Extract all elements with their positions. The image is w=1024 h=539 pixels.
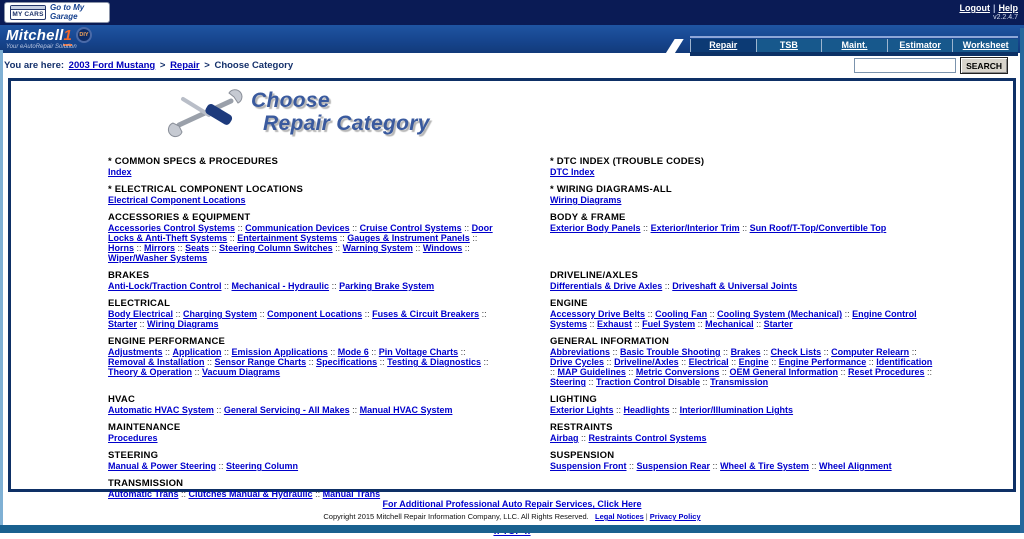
- category-cell: [550, 185, 992, 213]
- link-separator: ::: [760, 347, 771, 357]
- category-header: LIGHTING: [550, 394, 597, 405]
- link-separator: ::: [329, 281, 340, 291]
- link-separator: ::: [842, 309, 853, 319]
- link-separator: ::: [137, 319, 148, 329]
- category-link[interactable]: Entertainment Systems: [237, 233, 338, 243]
- category-link[interactable]: Basic Trouble Shooting: [620, 347, 721, 357]
- category-link[interactable]: Warning System: [342, 243, 413, 253]
- page-edge-left: [0, 50, 3, 533]
- link-separator: ::: [768, 357, 779, 367]
- category-link[interactable]: Cooling Fan: [655, 309, 708, 319]
- category-cell: [550, 299, 992, 337]
- category-links: [550, 461, 937, 471]
- top-bar: [0, 0, 1024, 25]
- category-link[interactable]: Exterior/Interior Trim: [650, 223, 740, 233]
- link-separator: ::: [209, 243, 220, 253]
- category-link[interactable]: DTC Index: [550, 167, 595, 177]
- link-separator: ::: [550, 367, 558, 377]
- category-link[interactable]: Door Locks & Anti-Theft Systems: [108, 223, 493, 243]
- category-link[interactable]: Restraints Control Systems: [588, 433, 707, 443]
- category-link[interactable]: Emission Applications: [231, 347, 328, 357]
- category-link[interactable]: Steering Column: [226, 461, 299, 471]
- link-separator: ::: [728, 357, 739, 367]
- category-cell: [108, 423, 550, 451]
- category-link[interactable]: Steering: [550, 377, 587, 387]
- link-separator: ::: [175, 243, 186, 253]
- link-separator: ::: [458, 347, 466, 357]
- category-header: * COMMON SPECS & PROCEDURES: [108, 156, 279, 167]
- category-row: [108, 271, 992, 299]
- category-link[interactable]: Mechanical - Hydraulic: [231, 281, 330, 291]
- category-links: [108, 405, 495, 415]
- category-header: * ELECTRICAL COMPONENT LOCATIONS: [108, 184, 303, 195]
- category-link[interactable]: Suspension Front: [550, 461, 627, 471]
- category-link[interactable]: Mode 6: [337, 347, 369, 357]
- category-link[interactable]: Cruise Control Systems: [359, 223, 462, 233]
- category-links: [108, 281, 495, 291]
- category-cell: [550, 271, 992, 299]
- link-separator: ::: [645, 309, 656, 319]
- link-separator: ::: [306, 357, 317, 367]
- category-links: [108, 461, 495, 471]
- link-separator: ::: [332, 243, 343, 253]
- link-separator: ::: [134, 243, 145, 253]
- category-links: [108, 433, 495, 443]
- category-link[interactable]: Reset Procedures: [847, 367, 925, 377]
- category-header: BRAKES: [108, 270, 150, 281]
- category-cell: [108, 337, 550, 395]
- link-separator: ::: [625, 367, 636, 377]
- category-cell: [108, 395, 550, 423]
- link-separator: ::: [710, 461, 721, 471]
- link-separator: ::: [678, 357, 689, 367]
- category-link[interactable]: Manual & Power Steering: [108, 461, 217, 471]
- category-link[interactable]: Engine: [738, 357, 769, 367]
- link-separator: ::: [462, 243, 470, 253]
- category-link[interactable]: Exterior Body Panels: [550, 223, 641, 233]
- link-separator: ::: [368, 347, 379, 357]
- license-plate-icon: [10, 5, 46, 20]
- link-separator: |: [992, 3, 996, 13]
- link-separator: ::: [753, 319, 764, 329]
- category-link[interactable]: Differentials & Drive Axles: [550, 281, 663, 291]
- category-link[interactable]: Accessory Drive Belts: [550, 309, 646, 319]
- category-link[interactable]: Anti-Lock/Traction Control: [108, 281, 222, 291]
- link-separator: ::: [695, 319, 706, 329]
- link-separator: ::: [707, 309, 718, 319]
- category-link[interactable]: General Servicing - All Makes: [223, 405, 350, 415]
- category-link[interactable]: Headlights: [623, 405, 670, 415]
- search-input[interactable]: [854, 58, 956, 73]
- link-separator: ::: [481, 357, 489, 367]
- category-link[interactable]: Manual HVAC System: [359, 405, 453, 415]
- my-cars-label: MY CARS: [12, 11, 44, 18]
- garage-label: Go to My Garage: [50, 3, 85, 21]
- category-header: ELECTRICAL: [108, 298, 171, 309]
- category-link[interactable]: Clutches Manual & Hydraulic: [188, 489, 313, 499]
- diy-badge-icon: DIY: [76, 27, 92, 43]
- logout-link[interactable]: Logout: [959, 3, 990, 13]
- breadcrumb-prefix: You are here:: [4, 60, 65, 71]
- category-link[interactable]: Electrical: [688, 357, 729, 367]
- tab-underbar: [690, 52, 1018, 56]
- link-separator: ::: [640, 223, 651, 233]
- tab-repair[interactable]: Repair: [690, 39, 756, 52]
- link-separator: ::: [178, 489, 189, 499]
- category-link[interactable]: Component Locations: [267, 309, 363, 319]
- category-link[interactable]: Computer Relearn: [831, 347, 910, 357]
- category-link[interactable]: Body Electrical: [108, 309, 174, 319]
- page-title: Choose Repair Category: [251, 89, 430, 135]
- category-link[interactable]: Sensor Range Charts: [214, 357, 307, 367]
- nav-tabs-wrap: [690, 36, 1018, 56]
- category-links: [550, 167, 937, 177]
- category-header: * DTC INDEX (TROUBLE CODES): [550, 156, 705, 167]
- category-link[interactable]: Mechanical: [705, 319, 754, 329]
- breadcrumb-current: Choose Category: [214, 60, 294, 71]
- link-separator: ::: [604, 357, 615, 367]
- search-button[interactable]: SEARCH: [960, 57, 1008, 74]
- crossed-tools-icon: [169, 89, 241, 135]
- category-link[interactable]: Sun Roof/T-Top/Convertible Top: [749, 223, 887, 233]
- category-link[interactable]: Electrical Component Locations: [108, 195, 246, 205]
- breadcrumb-separator: >: [157, 60, 169, 71]
- link-separator: ::: [216, 461, 227, 471]
- link-separator: ::: [257, 309, 268, 319]
- category-link[interactable]: Suspension Rear: [636, 461, 711, 471]
- breadcrumb-separator: >: [201, 60, 213, 71]
- tab-maint[interactable]: Maint.: [821, 39, 887, 52]
- category-links: [550, 223, 937, 233]
- category-cell: [108, 185, 550, 213]
- link-separator: ::: [586, 377, 597, 387]
- tab-tsb[interactable]: TSB: [756, 39, 822, 52]
- category-header: RESTRAINTS: [550, 422, 613, 433]
- category-links: [550, 281, 937, 291]
- category-link[interactable]: Wheel & Tire System: [720, 461, 809, 471]
- link-separator: ::: [924, 367, 933, 377]
- category-header: SUSPENSION: [550, 450, 615, 461]
- category-header: MAINTENANCE: [108, 422, 181, 433]
- category-cell: [550, 337, 992, 395]
- link-separator: ::: [719, 367, 730, 377]
- link-separator: ::: [412, 243, 423, 253]
- category-link[interactable]: Steering Column Switches: [219, 243, 333, 253]
- footer-separator: |: [645, 512, 648, 521]
- promo-link[interactable]: For Additional Professional Auto Repair Services, Click Here: [382, 499, 642, 509]
- category-link[interactable]: Wiring Diagrams: [550, 195, 622, 205]
- title-block: [169, 89, 1013, 143]
- category-link[interactable]: Identification: [876, 357, 933, 367]
- category-header: ENGINE: [550, 298, 588, 309]
- link-separator: ::: [662, 281, 673, 291]
- category-links: [550, 195, 937, 205]
- link-separator: ::: [192, 367, 203, 377]
- top-right-links: [959, 2, 1018, 21]
- category-link[interactable]: Communication Devices: [245, 223, 350, 233]
- category-link[interactable]: Traction Control Disable: [596, 377, 701, 387]
- category-link[interactable]: Windows: [422, 243, 463, 253]
- category-table-body: [108, 157, 992, 507]
- category-link[interactable]: Procedures: [108, 433, 158, 443]
- category-links: [108, 195, 495, 205]
- link-separator: ::: [669, 405, 680, 415]
- category-row: [108, 395, 992, 423]
- link-separator: ::: [327, 347, 338, 357]
- category-link[interactable]: OEM General Information: [729, 367, 838, 377]
- category-link[interactable]: Gauges & Instrument Panels: [347, 233, 470, 243]
- category-cell: [550, 451, 992, 479]
- link-separator: ::: [578, 433, 589, 443]
- category-link[interactable]: Theory & Operation: [108, 367, 193, 377]
- link-separator: ::: [221, 281, 232, 291]
- category-link[interactable]: Starter: [763, 319, 793, 329]
- category-link[interactable]: Application: [172, 347, 222, 357]
- category-link[interactable]: Index: [108, 167, 132, 177]
- nav-tabs: [690, 39, 1018, 52]
- category-link[interactable]: Fuses & Circuit Breakers: [372, 309, 480, 319]
- link-separator: ::: [349, 405, 360, 415]
- category-cell: [550, 157, 992, 185]
- link-separator: ::: [312, 489, 323, 499]
- category-row: [108, 451, 992, 479]
- link-separator: ::: [610, 347, 621, 357]
- category-links: [108, 347, 495, 377]
- page-edge-right: [1020, 28, 1024, 533]
- category-link[interactable]: Drive Cycles: [550, 357, 605, 367]
- category-link[interactable]: Wiring Diagrams: [147, 319, 219, 329]
- category-link[interactable]: Engine Performance: [778, 357, 867, 367]
- category-link[interactable]: Driveshaft & Universal Joints: [672, 281, 798, 291]
- category-link[interactable]: Wiper/Washer Systems: [108, 253, 208, 263]
- category-link[interactable]: Check Lists: [770, 347, 822, 357]
- category-link[interactable]: Automatic Trans: [108, 489, 179, 499]
- category-links: [108, 223, 495, 263]
- category-link[interactable]: Driveline/Axles: [614, 357, 679, 367]
- category-link[interactable]: Adjustments: [108, 347, 163, 357]
- category-link[interactable]: Abbreviations: [550, 347, 611, 357]
- category-cell: [550, 423, 992, 451]
- category-links: [550, 309, 937, 329]
- category-header: HVAC: [108, 394, 136, 405]
- link-separator: ::: [337, 233, 348, 243]
- category-link[interactable]: Horns: [108, 243, 135, 253]
- category-link[interactable]: Manual Trans: [322, 489, 381, 499]
- category-header: BODY & FRAME: [550, 212, 626, 223]
- tab-worksheet[interactable]: Worksheet: [952, 39, 1018, 52]
- link-separator: ::: [469, 233, 478, 243]
- link-separator: ::: [909, 347, 917, 357]
- category-link[interactable]: Cooling System (Mechanical): [717, 309, 843, 319]
- link-separator: ::: [821, 347, 832, 357]
- tab-accent-line: [690, 36, 1018, 38]
- category-link[interactable]: Specifications: [316, 357, 378, 367]
- version-label: v2.2.4.7: [993, 14, 1018, 21]
- category-header: GENERAL INFORMATION: [550, 336, 670, 347]
- category-link[interactable]: Exterior Lights: [550, 405, 614, 415]
- category-link[interactable]: Interior/Illumination Lights: [679, 405, 794, 415]
- link-separator: ::: [626, 461, 637, 471]
- breadcrumb: [4, 60, 293, 71]
- link-separator: ::: [349, 223, 360, 233]
- category-header: DRIVELINE/AXLES: [550, 270, 638, 281]
- category-header: ENGINE PERFORMANCE: [108, 336, 226, 347]
- bottom-bar: [0, 525, 1024, 533]
- link-separator: ::: [162, 347, 173, 357]
- category-link[interactable]: Brakes: [730, 347, 761, 357]
- category-row: [108, 185, 992, 213]
- link-separator: ::: [461, 223, 472, 233]
- go-to-my-garage-button[interactable]: [4, 2, 110, 23]
- category-link[interactable]: MAP Guidelines: [557, 367, 626, 377]
- category-link[interactable]: Accessories Control Systems: [108, 223, 236, 233]
- category-row: [108, 299, 992, 337]
- link-separator: ::: [587, 319, 598, 329]
- tab-estimator[interactable]: Estimator: [887, 39, 953, 52]
- link-separator: ::: [720, 347, 731, 357]
- category-cell: [108, 451, 550, 479]
- content-panel: [8, 78, 1016, 499]
- link-separator: ::: [866, 357, 877, 367]
- category-cell: [108, 299, 550, 337]
- category-links: [108, 167, 495, 177]
- link-separator: ::: [700, 377, 711, 387]
- brand-logo: Mitchell1: [6, 26, 72, 44]
- category-link[interactable]: Seats: [185, 243, 210, 253]
- copyright-line: [0, 512, 1024, 521]
- category-link[interactable]: Transmission: [710, 377, 769, 387]
- help-link[interactable]: Help: [998, 3, 1018, 13]
- link-separator: ::: [377, 357, 388, 367]
- category-row: [108, 157, 992, 185]
- category-link[interactable]: Fuel System: [642, 319, 696, 329]
- category-link[interactable]: Parking Brake System: [339, 281, 435, 291]
- category-header: * WIRING DIAGRAMS-ALL: [550, 184, 672, 195]
- link-separator: ::: [221, 347, 232, 357]
- category-link[interactable]: Removal & Installation: [108, 357, 205, 367]
- category-link[interactable]: Airbag: [550, 433, 579, 443]
- link-separator: ::: [837, 367, 848, 377]
- category-link[interactable]: Engine Control Systems: [550, 309, 917, 329]
- privacy-policy-link[interactable]: Privacy Policy: [649, 512, 701, 521]
- category-links: [108, 309, 495, 329]
- category-cell: [108, 213, 550, 271]
- breadcrumb-row: [0, 53, 1024, 78]
- category-row: [108, 213, 992, 271]
- brand-tagline: Your eAutoRepair Solution: [6, 44, 77, 50]
- category-link[interactable]: Mirrors: [144, 243, 176, 253]
- link-separator: ::: [632, 319, 643, 329]
- category-header: STEERING: [108, 450, 159, 461]
- category-cell: [108, 157, 550, 185]
- category-link[interactable]: Wheel Alignment: [818, 461, 892, 471]
- breadcrumb-link[interactable]: 2003 Ford Mustang: [68, 60, 156, 71]
- link-separator: ::: [808, 461, 819, 471]
- category-links: [550, 405, 937, 415]
- category-links: [550, 433, 937, 443]
- category-link[interactable]: Metric Conversions: [635, 367, 720, 377]
- link-separator: ::: [739, 223, 750, 233]
- category-link[interactable]: Exhaust: [597, 319, 633, 329]
- link-separator: ::: [204, 357, 215, 367]
- category-link[interactable]: Vacuum Diagrams: [202, 367, 281, 377]
- link-separator: ::: [235, 223, 246, 233]
- breadcrumb-links: [67, 60, 293, 71]
- category-cell: [108, 271, 550, 299]
- category-link[interactable]: Pin Voltage Charts: [378, 347, 459, 357]
- copyright-text: Copyright 2015 Mitchell Repair Information Company, LLC. All Rights Reserved.: [323, 512, 589, 521]
- link-separator: ::: [213, 405, 224, 415]
- breadcrumb-link[interactable]: Repair: [170, 60, 200, 71]
- category-link[interactable]: Automatic HVAC System: [108, 405, 214, 415]
- link-separator: ::: [227, 233, 238, 243]
- category-row: [108, 423, 992, 451]
- link-separator: ::: [173, 309, 184, 319]
- category-link[interactable]: Testing & Diagnostics: [387, 357, 481, 367]
- legal-notices-link[interactable]: Legal Notices: [595, 512, 644, 521]
- category-links: [550, 347, 937, 387]
- link-separator: ::: [613, 405, 624, 415]
- category-header: ACCESSORIES & EQUIPMENT: [108, 212, 251, 223]
- category-header: TRANSMISSION: [108, 478, 184, 489]
- category-link[interactable]: Starter: [108, 319, 138, 329]
- category-link[interactable]: Charging System: [183, 309, 258, 319]
- category-row: [108, 337, 992, 395]
- search-group: [854, 57, 1018, 74]
- link-separator: ::: [362, 309, 373, 319]
- category-cell: [550, 213, 992, 271]
- category-table: [108, 157, 992, 507]
- category-cell: [550, 395, 992, 423]
- link-separator: ::: [479, 309, 487, 319]
